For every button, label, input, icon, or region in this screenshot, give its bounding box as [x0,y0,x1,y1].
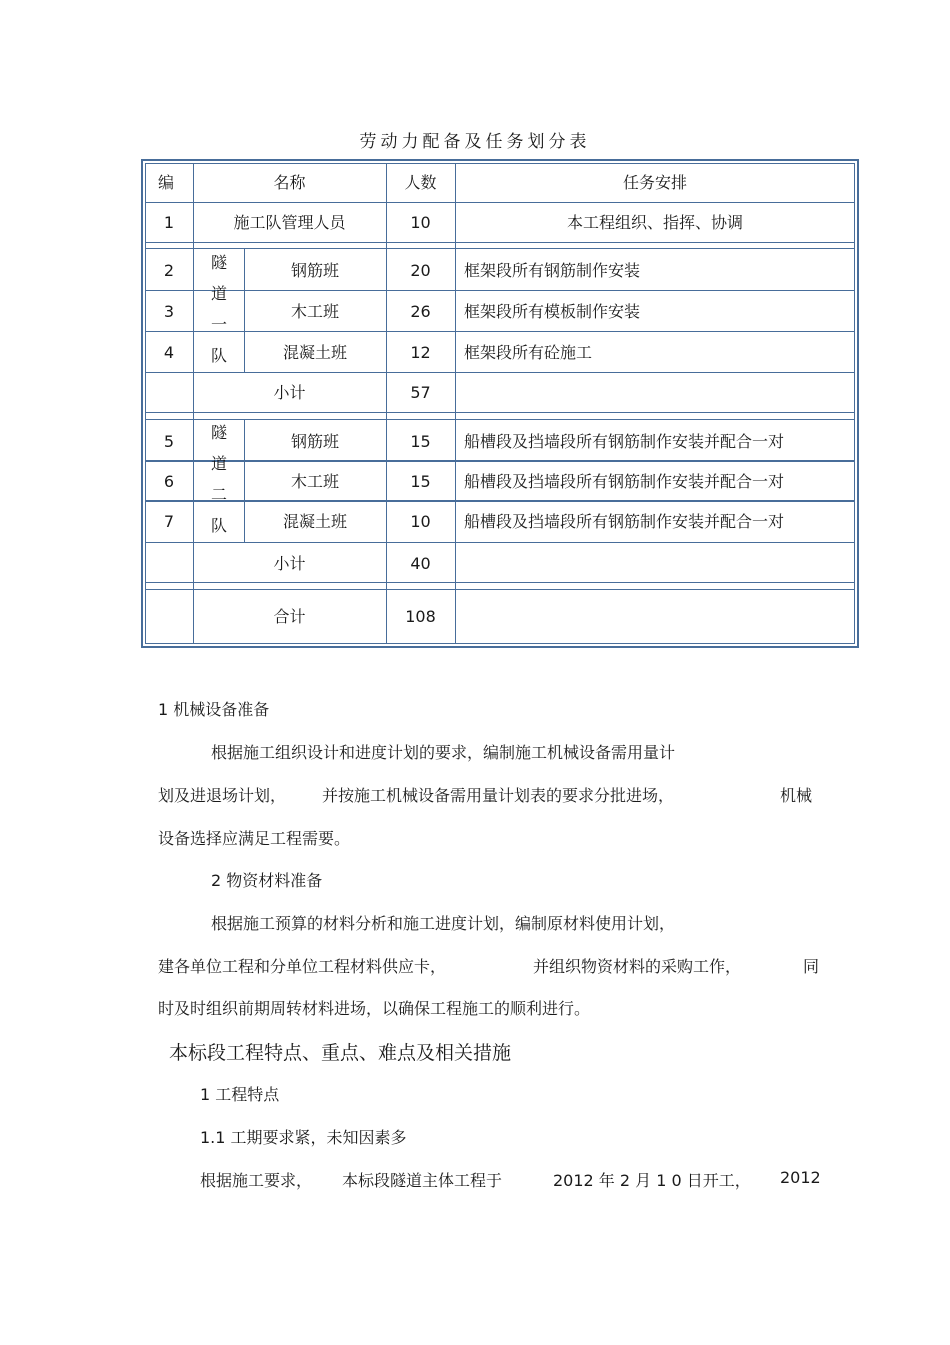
row-name: 混凝土班 [282,512,347,531]
team-label: 隧 道 二 队 [210,423,227,535]
row-name: 钢筋班 [290,432,339,451]
row-name: 木工班 [290,472,339,491]
row-number: 3 [163,302,175,321]
subtotal-label: 小计 [273,554,306,573]
header-count: 人数 [404,173,437,192]
header-task: 任务安排 [622,173,687,192]
row-count: 15 [410,472,431,491]
row-name: 混凝土班 [282,343,347,362]
row-number: 7 [163,512,175,531]
paragraph-line: 本标段隧道主体工程于 [342,1171,503,1190]
subtotal-value: 40 [410,554,431,573]
row-number: 6 [163,472,175,491]
table-title: 劳动力配备及任务划分表 [359,132,591,152]
row-task: 船槽段及挡墙段所有钢筋制作安装并配合一对 [464,512,785,531]
subtotal-value: 57 [410,383,431,402]
paragraph-line: 机械 [780,786,813,805]
paragraph-line: 2012 年 2 月 1 0 日开工， [553,1171,751,1190]
row-task: 船槽段及挡墙段所有钢筋制作安装并配合一对 [464,432,785,451]
row-count: 15 [410,432,431,451]
row-name: 钢筋班 [290,261,339,280]
row-name: 木工班 [290,302,339,321]
header-number: 编 [158,173,175,192]
paragraph-line: 建各单位工程和分单位工程材料供应卡， [158,957,447,976]
paragraph-line: 2012 [780,1168,821,1187]
subsection-heading: 1.1 工期要求紧，未知因素多 [200,1128,407,1147]
row-divider [145,419,855,420]
row-number: 5 [163,432,175,451]
main-heading: 本标段工程特点、重点、难点及相关措施 [169,1042,512,1064]
paragraph-line: 设备选择应满足工程需要。 [158,829,351,848]
row-count: 10 [410,512,431,531]
row-count: 20 [410,261,431,280]
header-name: 名称 [273,173,306,192]
row-task: 本工程组织、指挥、协调 [566,213,743,232]
row-count: 12 [410,343,431,362]
section-heading: 2 物资材料准备 [211,871,323,890]
paragraph-line: 并组织物资材料的采购工作， [533,957,742,976]
row-task: 船槽段及挡墙段所有钢筋制作安装并配合一对 [464,472,785,491]
paragraph-line: 根据施工组织设计和进度计划的要求，编制施工机械设备需用量计 [211,743,676,762]
row-task: 框架段所有模板制作安装 [464,302,641,321]
row-task: 框架段所有钢筋制作安装 [464,261,641,280]
subsection-heading: 1 工程特点 [200,1085,280,1104]
paragraph-line: 同 [803,957,820,976]
row-number: 4 [163,343,175,362]
paragraph-line: 划及进退场计划， [158,786,287,805]
row-divider [145,542,855,543]
paragraph-line: 时及时组织前期周转材料进场，以确保工程施工的顺利进行。 [158,999,591,1018]
row-divider [145,248,855,249]
row-count: 10 [410,213,431,232]
row-number: 2 [163,261,175,280]
row-count: 26 [410,302,431,321]
subtotal-label: 小计 [273,383,306,402]
row-name: 施工队管理人员 [233,213,346,232]
paragraph-line: 根据施工要求， [200,1171,313,1190]
total-value: 108 [405,607,436,626]
paragraph-line: 根据施工预算的材料分析和施工进度计划，编制原材料使用计划， [211,914,676,933]
section-heading: 1 机械设备准备 [158,700,270,719]
total-label: 合计 [273,607,306,626]
row-divider [145,589,855,590]
team-label: 隧 道 一 队 [210,253,227,365]
paragraph-line: 并按施工机械设备需用量计划表的要求分批进场， [322,786,675,805]
row-number: 1 [163,213,175,232]
row-task: 框架段所有砼施工 [464,343,593,362]
